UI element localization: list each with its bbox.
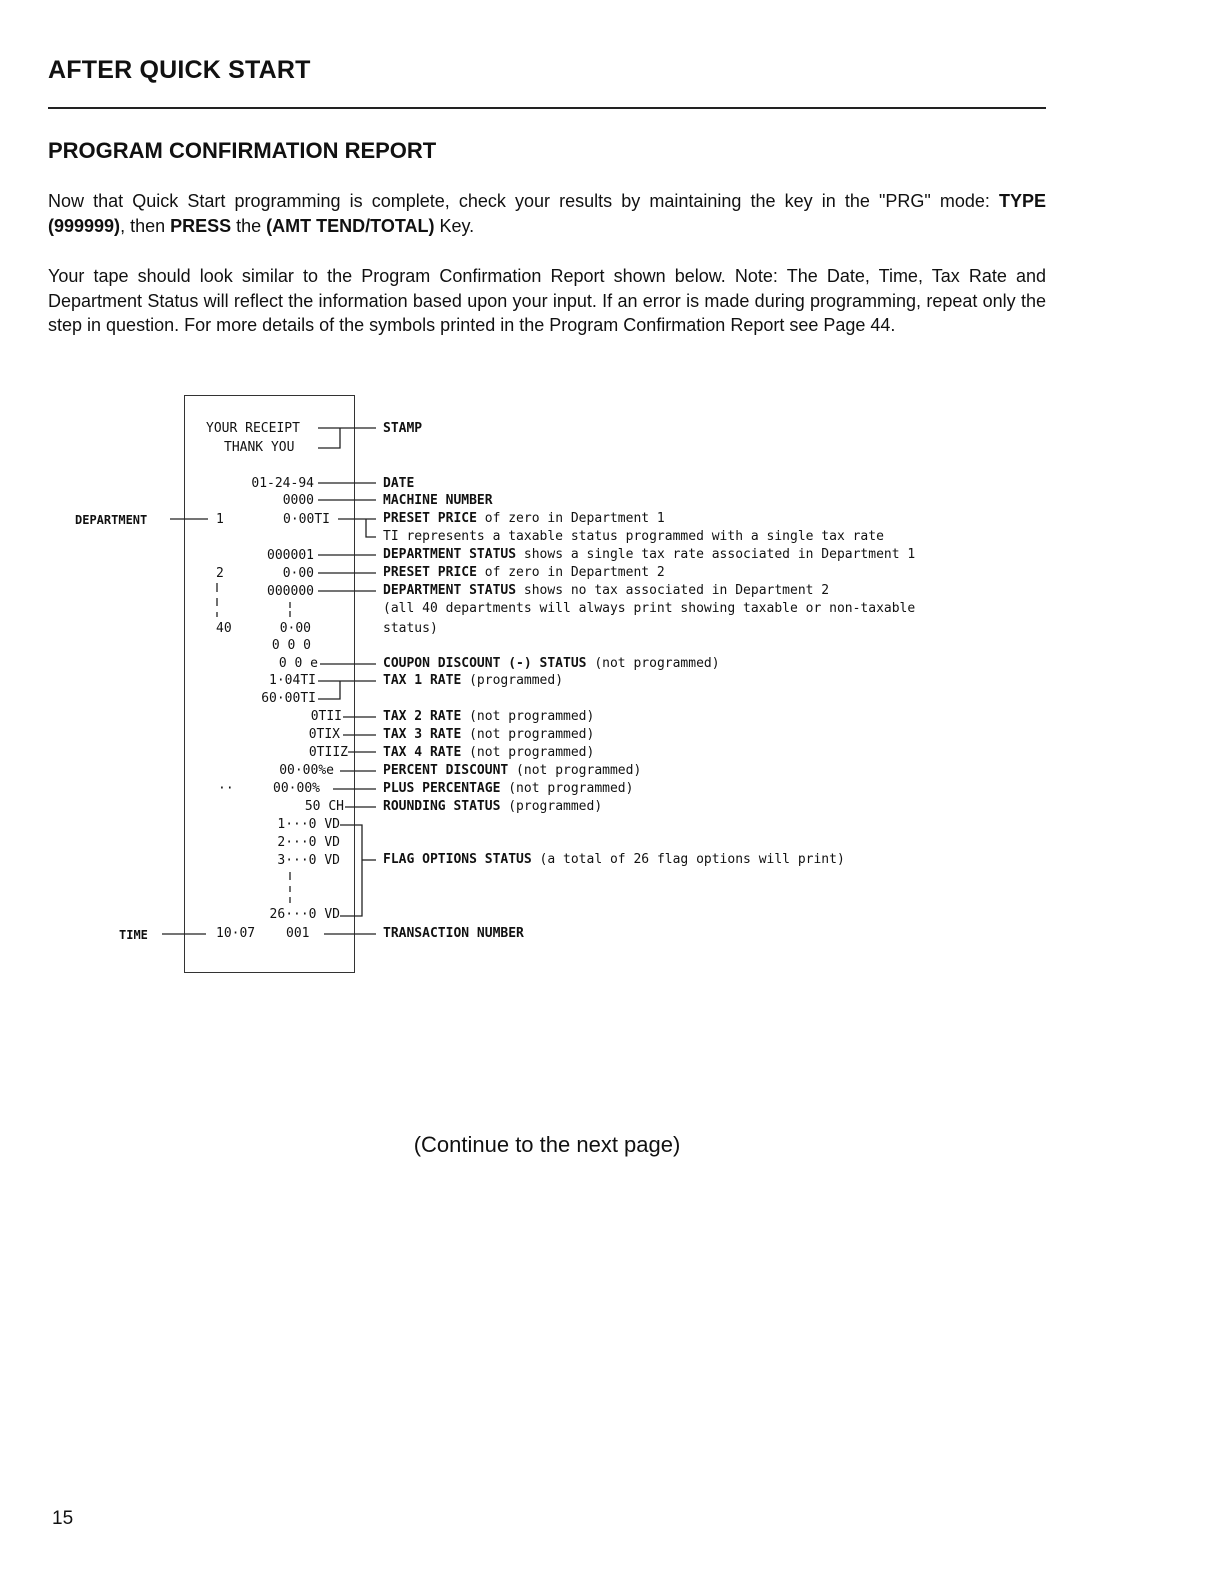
page-number: 15 — [52, 1508, 74, 1529]
tape-plus-percentage: 00·00% — [273, 781, 320, 796]
tape-flag-2: 2···0 VD — [277, 835, 340, 850]
tape-dept2-status: 000000 — [267, 584, 314, 599]
tape-dots: ·· — [218, 781, 234, 796]
callout-rounding-status: ROUNDING STATUS (programmed) — [383, 799, 603, 814]
callout-tax2: TAX 2 RATE (not programmed) — [383, 709, 595, 724]
tape-tax2: 0TII — [310, 709, 342, 724]
intro-paragraph-2: Your tape should look similar to the Program Confirmation Report shown below. Note: The Date, Time, Tax Rate and Department Status will reflect the information based upon your input. If an error is made during programming, repeat only the step in question. For more details of the symbols printed in the Program Confirmation Report see Page 44. — [48, 266, 1046, 335]
tape-flag-1: 1···0 VD — [277, 817, 340, 832]
callout-preset-price-2: PRESET PRICE of zero in Department 2 — [383, 565, 665, 580]
callout-tax1: TAX 1 RATE (programmed) — [383, 673, 564, 688]
intro-paragraph-1: Now that Quick Start programming is complete, check your results by maintaining the key in the "PRG" mode: TYPE (999999), then PRESS the (AMT TEND/TOTAL) Key. — [48, 191, 1046, 236]
tape-tax4: 0TIIZ — [308, 745, 348, 760]
tape-tax1: 1·04TI — [269, 673, 316, 688]
tape-dept40-number: 40 — [216, 621, 232, 636]
tape-dept2-price: 0·00 — [282, 566, 314, 581]
continue-note: (Continue to the next page) — [413, 1132, 681, 1157]
callout-preset-price-1: PRESET PRICE of zero in Department 1 — [383, 511, 665, 526]
tape-flag-26: 26···0 VD — [269, 907, 340, 922]
callout-transaction-number: TRANSACTION NUMBER — [383, 926, 524, 941]
tape-rounding: 50 CH — [304, 799, 344, 814]
tape-machine-number: 0000 — [282, 493, 314, 508]
tape-transaction-number: 001 — [286, 926, 310, 941]
report-title: PROGRAM CONFIRMATION REPORT — [48, 138, 437, 163]
tape-time: 10·07 — [216, 926, 256, 941]
callout-ti-note: TI represents a taxable status programmed with a single tax rate — [383, 529, 884, 544]
callout-tax3: TAX 3 RATE (not programmed) — [383, 727, 595, 742]
tape-tax1-b: 60·00TI — [261, 691, 316, 706]
section-title: AFTER QUICK START — [48, 56, 311, 84]
callout-coupon-discount: COUPON DISCOUNT (-) STATUS (not programmed) — [383, 656, 720, 671]
tape-row-000: 0 0 0 — [271, 638, 311, 653]
callout-stamp: STAMP — [383, 421, 423, 436]
tape-flag-3: 3···0 VD — [277, 853, 340, 868]
callout-tax4: TAX 4 RATE (not programmed) — [383, 745, 595, 760]
tape-coupon: 0 0 e — [278, 656, 318, 671]
callout-plus-percentage: PLUS PERCENTAGE (not programmed) — [383, 781, 634, 796]
tape-percent-discount: 00·00%e — [279, 763, 334, 778]
tape-thank-you: THANK YOU — [224, 440, 295, 455]
callout-machine-number: MACHINE NUMBER — [383, 493, 493, 508]
callout-dept-status-2: DEPARTMENT STATUS shows no tax associated in Department 2 — [383, 583, 830, 598]
callout-dept-status-1: DEPARTMENT STATUS shows a single tax rate associated in Department 1 — [383, 547, 916, 562]
tape-dept1-number: 1 — [216, 512, 224, 527]
tape-dept1-status: 000001 — [267, 548, 314, 563]
callout-all-departments: (all 40 departments will always print showing taxable or non-taxable — [383, 601, 916, 616]
callout-all-departments-2: status) — [383, 621, 438, 636]
tape-dept40-price: 0·00 — [279, 621, 311, 636]
tape-tax3: 0TIX — [308, 727, 340, 742]
tape-dept1-price: 0·00TI — [283, 512, 330, 527]
label-department: DEPARTMENT — [75, 513, 148, 527]
tape-dept2-number: 2 — [216, 566, 224, 581]
tape-date: 01-24-94 — [251, 476, 314, 491]
tape-your-receipt: YOUR RECEIPT — [206, 421, 300, 436]
label-time: TIME — [119, 928, 148, 942]
callout-date: DATE — [383, 476, 415, 491]
callout-percent-discount: PERCENT DISCOUNT (not programmed) — [383, 763, 642, 778]
callout-flag-options: FLAG OPTIONS STATUS (a total of 26 flag options will print) — [383, 852, 845, 867]
